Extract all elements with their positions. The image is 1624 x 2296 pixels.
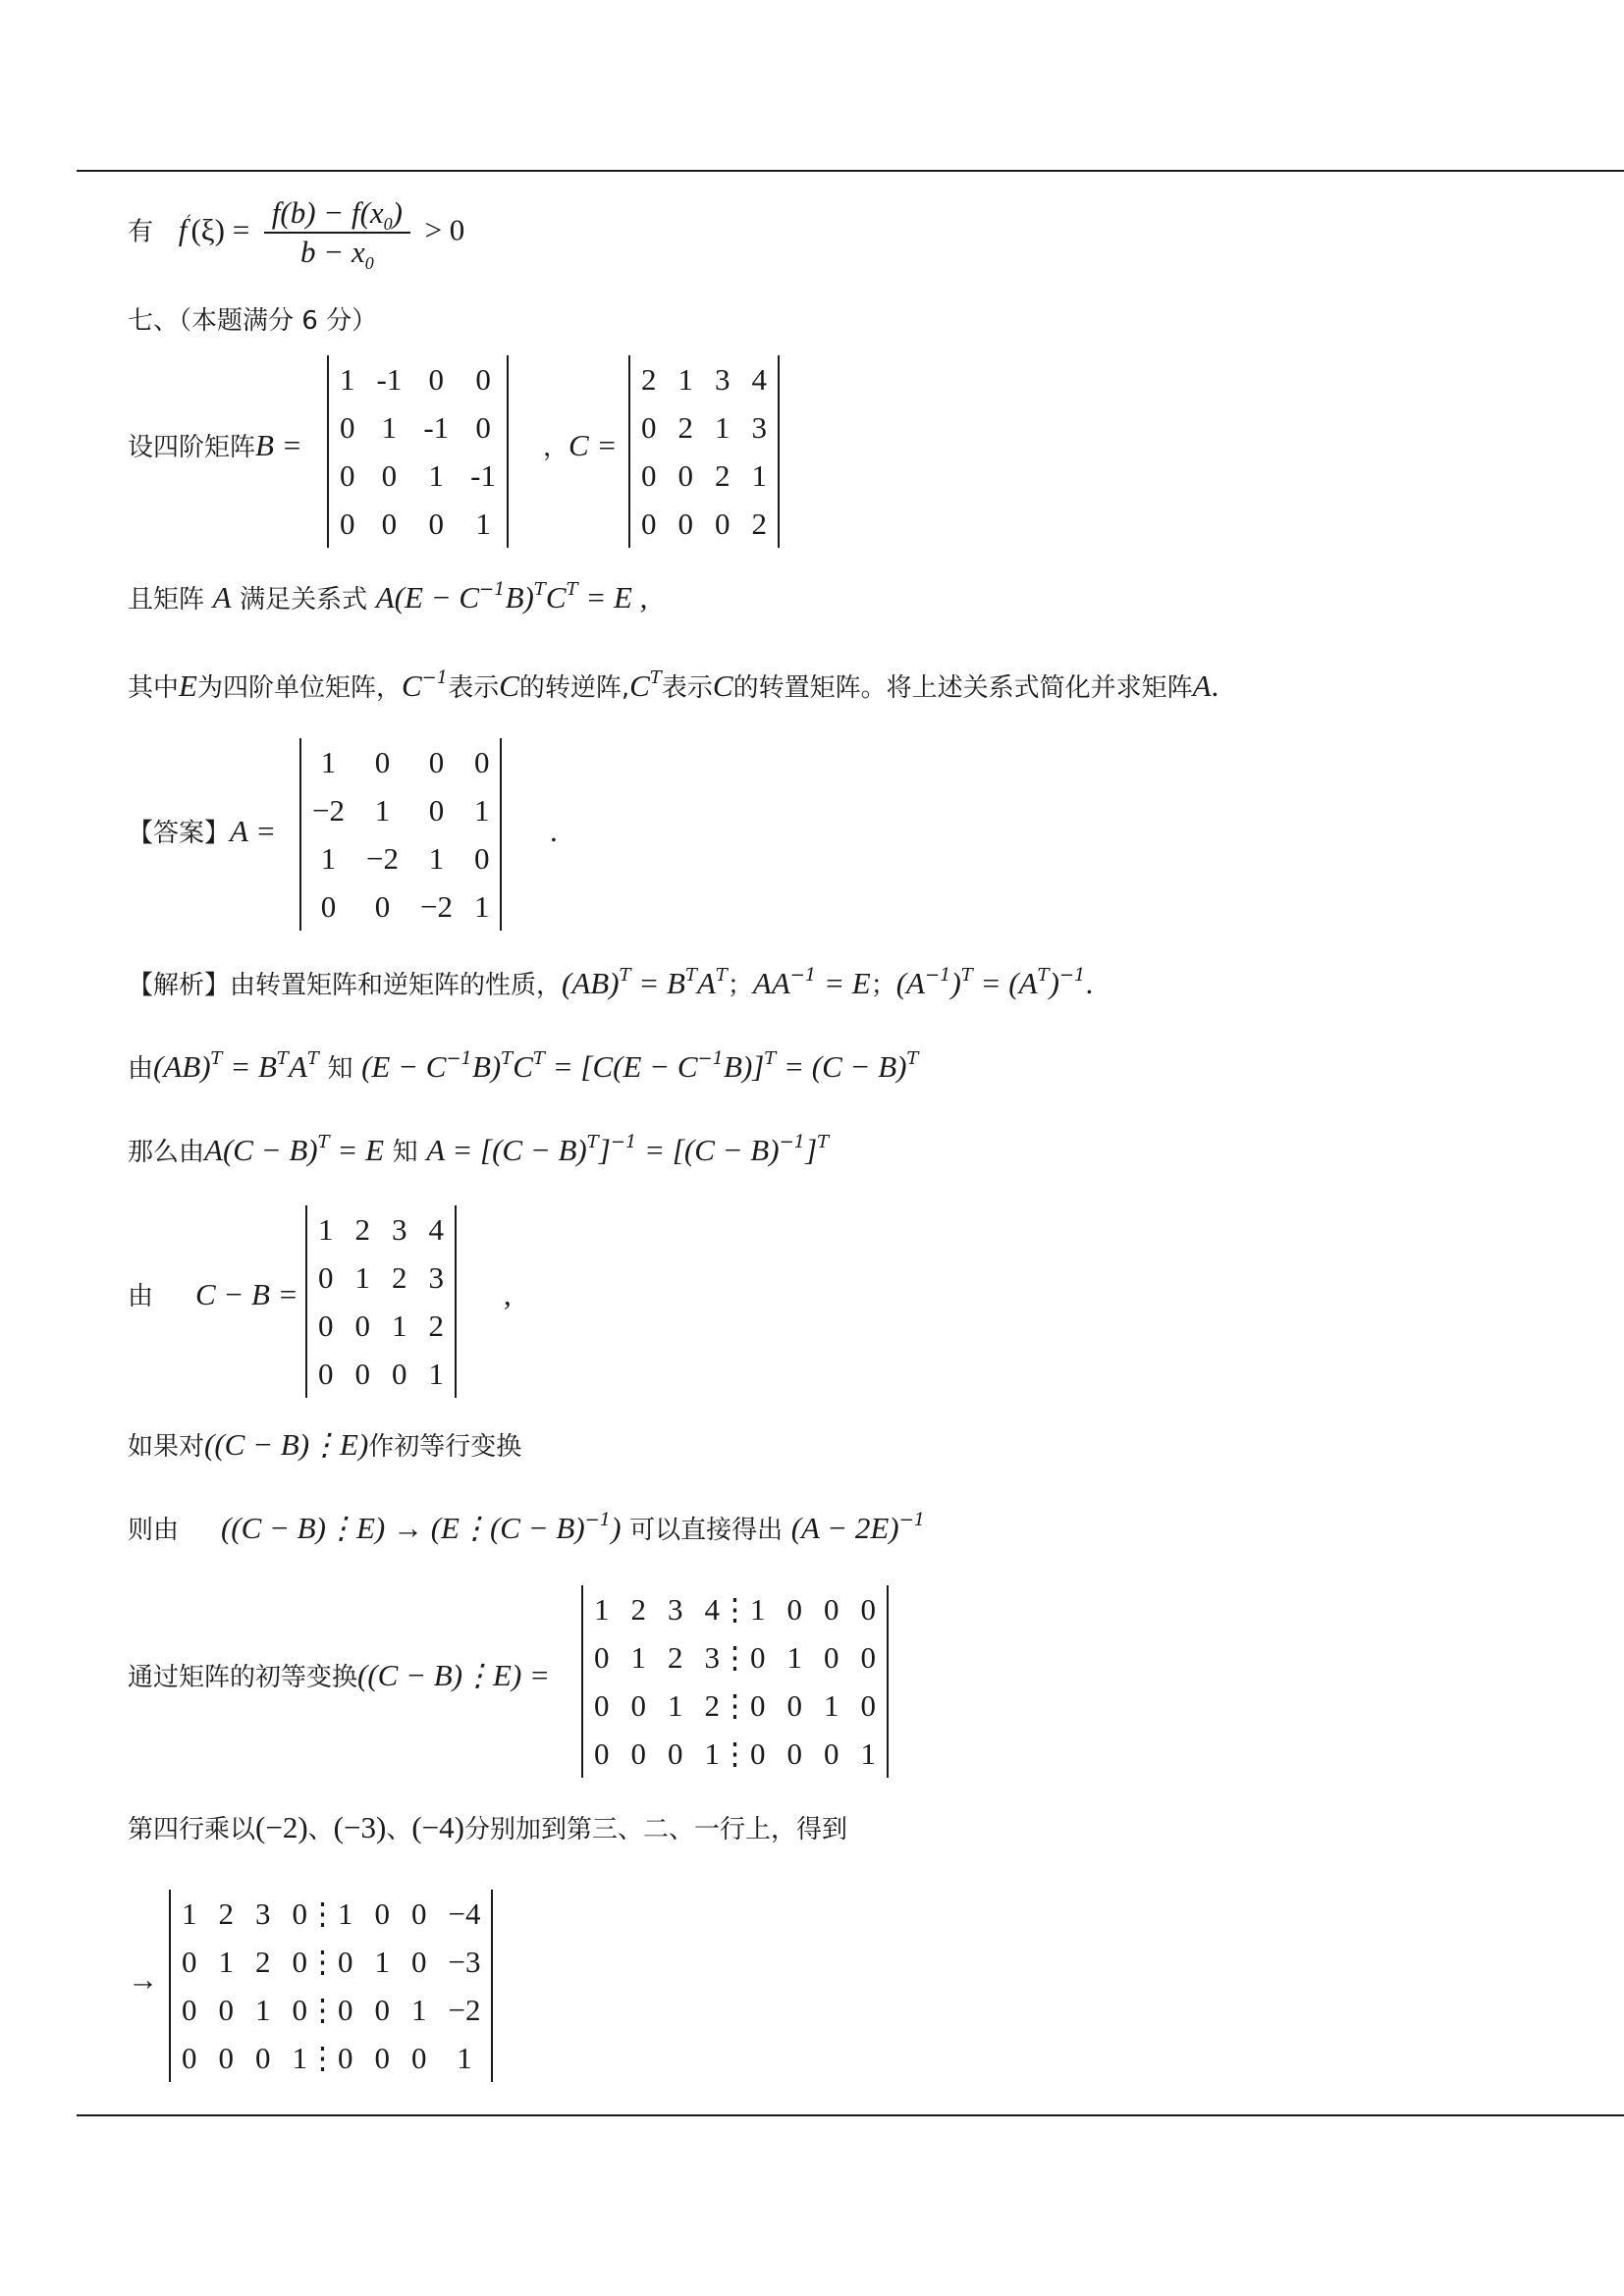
- matrix-cell: 0: [860, 1687, 876, 1723]
- matrix-cell: 0: [411, 2040, 427, 2075]
- matrix-cell: 0: [354, 1356, 370, 1391]
- matrix-cell: 1: [715, 409, 731, 445]
- matrix-cell: 1: [374, 1944, 390, 1979]
- matrix-row: [300, 882, 501, 931]
- matrix-cell: 0: [475, 361, 491, 397]
- matrix-cell: 0: [677, 506, 693, 541]
- matrix-cell: 0: [715, 506, 731, 541]
- matrix-cell: 0: [630, 1735, 646, 1771]
- matrix-cell: 3: [668, 1591, 683, 1627]
- matrix-row: [170, 2034, 492, 2082]
- answer-line: 【答案】A =: [128, 814, 277, 848]
- matrix-cell: 3: [392, 1211, 407, 1247]
- matrix-cell: -1: [470, 457, 496, 493]
- matrix-cell: 1: [354, 1259, 370, 1295]
- matrix-cell: 0: [594, 1639, 610, 1675]
- matrix-cell: 0: [641, 506, 657, 541]
- matrix-cell: 2: [428, 1308, 444, 1343]
- matrix-cell: 1: [318, 1211, 334, 1247]
- matrix-cell: 0: [824, 1735, 839, 1771]
- matrix-cell: 1: [428, 457, 444, 493]
- matrix-cell: 0: [824, 1639, 839, 1675]
- matrix-cell: 1: [428, 1356, 444, 1391]
- matrix-cell: 0: [594, 1687, 610, 1723]
- matrix-cell: 0: [374, 2040, 390, 2075]
- matrix-cell: 1: [182, 1896, 197, 1931]
- matrix-cell: 0: [677, 457, 693, 493]
- matrix-cell: 1: [860, 1735, 876, 1771]
- matrix-b: [327, 355, 509, 548]
- matrix-row: [328, 500, 508, 548]
- matrix-cell: 0: [320, 888, 337, 924]
- matrix-cell: 1: [475, 506, 491, 541]
- matrix-cell: 0: [340, 409, 355, 445]
- matrix-cell: 2: [641, 361, 657, 397]
- matrix-cell: −2: [419, 888, 453, 924]
- matrix-row: [328, 355, 508, 403]
- matrix-cell: 0: [318, 1308, 334, 1343]
- matrix-cell: 0: [428, 744, 445, 779]
- matrix-cell: 0: [473, 840, 490, 876]
- matrix-cell: 2: [255, 1944, 271, 1979]
- matrix-cell: 3: [751, 409, 767, 445]
- matrix-cell: 4: [428, 1211, 444, 1247]
- matrix-cell: 1: [473, 792, 490, 828]
- matrix-cell: 1⋮0: [704, 1735, 766, 1771]
- matrix-augmented-1: [581, 1585, 889, 1778]
- matrix-cell: 1: [457, 2040, 472, 2075]
- relation-line: 且矩阵 A 满足关系式 $A(E - C^{-1}B)^TC^T = E$ ,: [128, 579, 648, 614]
- matrix-answer: [299, 738, 502, 931]
- matrix-cell: 3: [255, 1896, 271, 1931]
- matrix-cell: −2: [365, 840, 399, 876]
- bottom-rule: [77, 2114, 1624, 2116]
- matrix-cell: 0: [641, 409, 657, 445]
- matrix-cell: 0: [182, 1944, 197, 1979]
- matrix-row: [629, 500, 779, 548]
- matrix-c: [628, 355, 780, 548]
- matrix-cell: 0: [318, 1356, 334, 1391]
- derivation-line-2: 那么由$A(C - B)^T = E$ 知 $A = [(C - B)^T]^{-1} = [(C - B)^{-1}]^T$: [128, 1132, 830, 1167]
- matrix-cell: −2: [448, 1992, 481, 2027]
- matrix-cell: 3: [715, 361, 731, 397]
- matrix-cell: 0: [354, 1308, 370, 1343]
- section-heading: 七、（本题满分 6 分）: [128, 306, 378, 336]
- matrix-row: [582, 1730, 888, 1778]
- matrix-cell: 3: [428, 1259, 444, 1295]
- elementary-transform-line: 通过矩阵的初等变换((C − B)⋮E) =: [128, 1658, 550, 1692]
- matrix-cell: 0: [641, 457, 657, 493]
- derivative-line: 有 f′(ξ) = $\frac{f(b) - f(x_0)}{b - x_0}$ > 0: [128, 195, 465, 273]
- matrix-cell: 0: [392, 1356, 407, 1391]
- matrix-cell: 1: [218, 1944, 234, 1979]
- matrix-cell: 0: [182, 1992, 197, 2027]
- matrix-row: [170, 1986, 492, 2034]
- matrix-cell: 0: [318, 1259, 334, 1295]
- matrix-cell: 0: [668, 1735, 683, 1771]
- matrix-row: [629, 452, 779, 500]
- matrix-row: [328, 452, 508, 500]
- matrix-cell: 0: [428, 506, 444, 541]
- matrix-cell: -1: [423, 409, 450, 445]
- matrix-cell: 2⋮0: [704, 1687, 766, 1723]
- matrix-cell: 0: [255, 2040, 271, 2075]
- matrix-cell: 2: [751, 506, 767, 541]
- matrix-cell: 4⋮1: [704, 1591, 766, 1627]
- matrix-cell: 2: [630, 1591, 646, 1627]
- analysis-line: 【解析】由转置矩阵和逆矩阵的性质，$(AB)^T = B^TA^T$；$AA^{-1} = E$；$(A^{-1})^T = (A^T)^{-1}$.: [128, 965, 1094, 1000]
- matrix-cell: 1: [824, 1687, 839, 1723]
- row-operation-line: 第四行乘以(−2)、(−3)、(−4)分别加到第三、二、一行上，得到: [128, 1810, 847, 1844]
- matrix-cell: 2: [354, 1211, 370, 1247]
- matrix-row: [306, 1254, 456, 1302]
- matrix-row: [629, 403, 779, 452]
- c-minus-b-line: 由 C − B =: [128, 1277, 298, 1311]
- matrix-cell: 0: [218, 1992, 234, 2027]
- inverse-line: 则由 ((C − B)⋮E) → (E⋮(C − B)$^{-1}$) 可以直接得出 $(A - 2E)^{-1}$: [128, 1510, 926, 1545]
- matrix-row: [582, 1633, 888, 1682]
- matrix-cell: 0: [860, 1639, 876, 1675]
- matrix-cell: 1: [411, 1992, 427, 2027]
- definition-line: 其中E为四阶单位矩阵，$C^{-1}$表示C的转逆阵$,C^T$表示C的转置矩阵。将上述关系式简化并求矩阵A.: [128, 667, 1219, 703]
- matrix-row: [328, 403, 508, 452]
- matrix-cell: 0: [630, 1687, 646, 1723]
- matrix-cell: 3⋮0: [704, 1639, 766, 1675]
- matrix-cell: 0: [182, 2040, 197, 2075]
- matrix-cell: 0: [411, 1944, 427, 1979]
- matrix-cell: 0: [475, 409, 491, 445]
- matrix-cell: 0: [428, 792, 445, 828]
- matrix-cell: 0: [411, 1896, 427, 1931]
- matrix-cell: 1: [786, 1639, 802, 1675]
- row-transform-line: 如果对((C − B)⋮E)作初等行变换: [128, 1427, 522, 1462]
- matrix-cell: 1: [381, 409, 398, 445]
- matrix-cell: 1: [668, 1687, 683, 1723]
- matrix-cell: 1: [677, 361, 693, 397]
- matrix-cell: −2: [312, 792, 345, 828]
- derivation-line-1: 由$(AB)^T = B^TA^T$ 知 $(E - C^{-1}B)^TC^T = [C(E - C^{-1}B)]^T = (C - B)^T$: [128, 1048, 919, 1084]
- matrix-cell: 2: [218, 1896, 234, 1931]
- matrix-cell: 1: [374, 792, 391, 828]
- matrix-cell: 0: [473, 744, 490, 779]
- matrix-cell: 1: [428, 840, 445, 876]
- matrix-cell: 0: [374, 888, 391, 924]
- matrix-row: [629, 355, 779, 403]
- matrix-cell: 0: [340, 457, 355, 493]
- matrix-cell: 1: [751, 457, 767, 493]
- matrix-row: [582, 1682, 888, 1730]
- matrix-row: [300, 834, 501, 882]
- matrix-row: [300, 738, 501, 786]
- matrix-cell: 2: [715, 457, 731, 493]
- matrix-cell: 0: [786, 1591, 802, 1627]
- matrix-cell: 0⋮1: [292, 1896, 353, 1931]
- matrix-cell: 1: [320, 744, 337, 779]
- matrix-cell: 0: [381, 457, 398, 493]
- matrix-cell: 0⋮0: [292, 1944, 353, 1979]
- matrix-cell: 1: [320, 840, 337, 876]
- matrix-cell: 0: [428, 361, 444, 397]
- matrix-cell: 2: [392, 1259, 407, 1295]
- matrix-row: [170, 1890, 492, 1938]
- matrix-augmented-2: [169, 1890, 493, 2082]
- fraction: $\frac{f(b) - f(x_0)}{b - x_0}$: [264, 196, 410, 269]
- matrix-cell: 1: [630, 1639, 646, 1675]
- matrix-definition-line: 设四阶矩阵B =: [128, 428, 302, 462]
- matrix-cell: 0⋮0: [292, 1992, 353, 2027]
- matrix-cell: 1: [255, 1992, 271, 2027]
- top-rule: [77, 170, 1624, 172]
- matrix-cell: -1: [376, 361, 403, 397]
- matrix-cell: 0: [374, 1992, 390, 2027]
- matrix-row: [170, 1938, 492, 1986]
- matrix-cell: 0: [218, 2040, 234, 2075]
- matrix-cell: 0: [786, 1687, 802, 1723]
- matrix-cell: 0: [381, 506, 398, 541]
- matrix-cell: 0: [340, 506, 355, 541]
- matrix-cell: 1: [594, 1591, 610, 1627]
- matrix-cell: 1: [392, 1308, 407, 1343]
- matrix-cell: −3: [448, 1944, 481, 1979]
- matrix-row: [306, 1350, 456, 1398]
- matrix-cell: 1: [473, 888, 490, 924]
- matrix-c-minus-b: [305, 1205, 457, 1398]
- matrix-cell: 0: [594, 1735, 610, 1771]
- matrix-row: [300, 786, 501, 834]
- matrix-cell: 0: [374, 1896, 390, 1931]
- matrix-cell: 2: [677, 409, 693, 445]
- matrix-cell: −4: [448, 1896, 481, 1931]
- matrix-cell: 0: [786, 1735, 802, 1771]
- matrix-cell: 2: [668, 1639, 683, 1675]
- matrix-cell: 0: [824, 1591, 839, 1627]
- matrix-cell: 0: [860, 1591, 876, 1627]
- matrix-cell: 1⋮0: [292, 2040, 353, 2075]
- matrix-row: [582, 1585, 888, 1633]
- arrow: →: [128, 1962, 158, 1997]
- matrix-row: [306, 1205, 456, 1254]
- matrix-cell: 1: [340, 361, 355, 397]
- matrix-row: [306, 1302, 456, 1350]
- matrix-cell: 4: [751, 361, 767, 397]
- matrix-cell: 0: [374, 744, 391, 779]
